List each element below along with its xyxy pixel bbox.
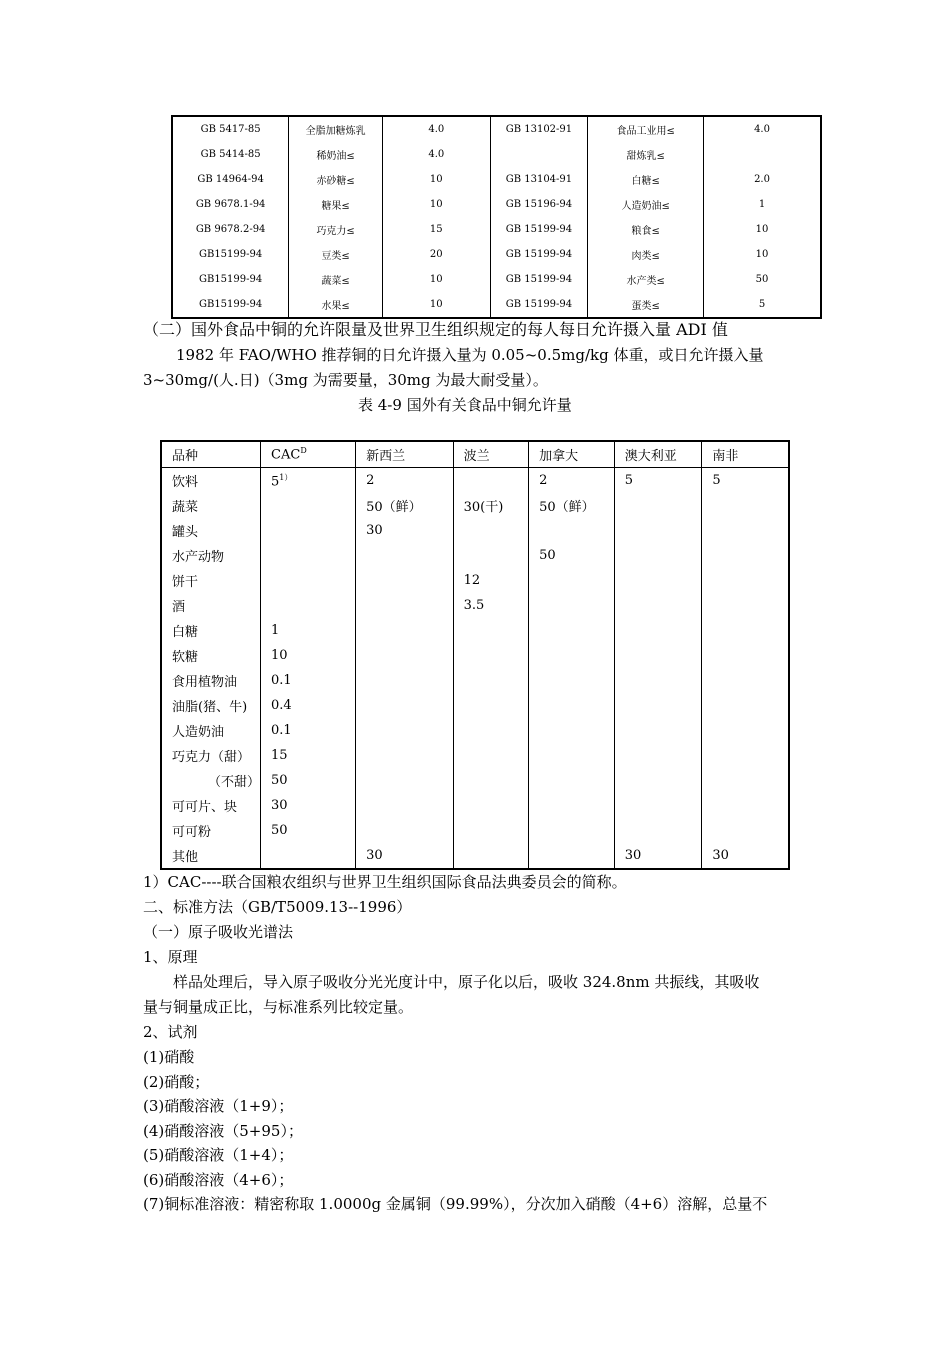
header-canada: 加拿大 — [529, 441, 615, 468]
table-cell — [261, 543, 356, 568]
table-cell — [702, 518, 789, 543]
table-cell — [356, 768, 453, 793]
table-cell — [529, 568, 615, 593]
table-cell: 蔬菜 — [161, 493, 261, 518]
header-south-africa: 南非 — [702, 441, 789, 468]
table-row — [161, 843, 789, 869]
reagent-item: (2)硝酸； — [143, 1072, 210, 1091]
table-cell: GB15199-94 — [172, 292, 289, 318]
table-cell: 10 — [383, 267, 490, 292]
table-cell: GB 15196-94 — [490, 192, 588, 217]
table-cell: GB 13104-91 — [490, 167, 588, 192]
table-cell — [702, 543, 789, 568]
reagent-item: (5)硝酸溶液（1+4）； — [143, 1146, 294, 1164]
table-cell: 2.0 — [704, 167, 821, 192]
table-row — [161, 568, 789, 593]
table-cell: 巧克力（甜） — [161, 743, 261, 768]
table-cell — [261, 518, 356, 543]
table-cell — [529, 593, 615, 618]
table-cell — [529, 793, 615, 818]
table-cell: GB 5417-85 — [172, 116, 289, 142]
table-cell: 0.4 — [261, 693, 356, 718]
table-cell: 水产动物 — [161, 543, 261, 568]
table-row — [172, 242, 821, 267]
table-cell — [453, 668, 529, 693]
table-cell: 水产类≤ — [588, 267, 704, 292]
table-row — [161, 643, 789, 668]
table-cell: 肉类≤ — [588, 242, 704, 267]
table-cell: 甜炼乳≤ — [588, 142, 704, 167]
table-row — [161, 493, 789, 518]
table-cell — [529, 818, 615, 843]
table-cell: GB15199-94 — [172, 242, 289, 267]
table-row — [161, 743, 789, 768]
table-cell: 5 — [704, 292, 821, 318]
table-cell — [356, 568, 453, 593]
table-cell: 可可粉 — [161, 818, 261, 843]
table-cell — [356, 593, 453, 618]
table-cell: 4.0 — [383, 142, 490, 167]
table-cell — [356, 618, 453, 643]
table-cell: 赤砂糖≤ — [289, 167, 383, 192]
table-cell — [702, 668, 789, 693]
table-cell: 50 — [704, 267, 821, 292]
table-cell: 水果≤ — [289, 292, 383, 318]
table-cell — [261, 843, 356, 869]
header-food-type: 品种 — [161, 441, 261, 468]
table-cell: 1 — [704, 192, 821, 217]
table-cell — [702, 793, 789, 818]
table-cell: GB 15199-94 — [490, 292, 588, 318]
table-cell — [614, 768, 702, 793]
principle-line-2: 量与铜量成正比，与标准系列比较定量。 — [143, 998, 414, 1016]
table-cell: GB 15199-94 — [490, 267, 588, 292]
table-cell — [529, 743, 615, 768]
table-cell: GB 9678.1-94 — [172, 192, 289, 217]
table-cell: 20 — [383, 242, 490, 267]
table-cell: 5 — [702, 468, 789, 494]
table-cell: 50（鲜） — [529, 493, 615, 518]
table-row — [161, 718, 789, 743]
table-cell: 30 — [614, 843, 702, 869]
copper-limit-table-foreign — [160, 440, 790, 870]
table-cell: 粮食≤ — [588, 217, 704, 242]
table-cell — [453, 468, 529, 494]
table-cell — [529, 518, 615, 543]
principle-line-1: 样品处理后，导入原子吸收分光光度计中，原子化以后，吸收 324.8nm 共振线，其吸收 — [173, 973, 760, 991]
table-cell — [614, 818, 702, 843]
table-cell — [453, 718, 529, 743]
table-cell: 其他 — [161, 843, 261, 869]
paragraph-adi-line-1: 1982 年 FAO/WHO 推荐铜的日允许摄入量为 0.05~0.5mg/kg 体重，或日允许摄入量 — [176, 346, 764, 364]
table-cell — [453, 843, 529, 869]
table-cell: 4.0 — [383, 116, 490, 142]
table-cell: GB 15199-94 — [490, 242, 588, 267]
table-cell — [702, 618, 789, 643]
table-cell: 1 — [261, 618, 356, 643]
table-cell — [356, 543, 453, 568]
table-cell: 30 — [261, 793, 356, 818]
table-cell: 蛋类≤ — [588, 292, 704, 318]
table-cell — [614, 643, 702, 668]
table-cell — [453, 793, 529, 818]
table-cell: GB 5414-85 — [172, 142, 289, 167]
table-caption: 表 4-9 国外有关食品中铜允许量 — [358, 396, 572, 414]
table-cell: GB 15199-94 — [490, 217, 588, 242]
table-row — [161, 543, 789, 568]
table-row — [172, 217, 821, 242]
table-row — [172, 267, 821, 292]
table-cell — [614, 718, 702, 743]
table-cell: 50 — [261, 768, 356, 793]
table-cell: 10 — [383, 192, 490, 217]
table-cell — [490, 142, 588, 167]
table-cell: 全脂加糖炼乳 — [289, 116, 383, 142]
table-cell — [614, 618, 702, 643]
table-cell: 蔬菜≤ — [289, 267, 383, 292]
table-row — [172, 292, 821, 318]
table-cell — [704, 142, 821, 167]
table-cell: 12 — [453, 568, 529, 593]
table-cell — [702, 768, 789, 793]
subsection-heading-aas: （一）原子吸收光谱法 — [143, 923, 294, 941]
table-cell: 稀奶油≤ — [289, 142, 383, 167]
table-cell — [702, 493, 789, 518]
table-cell — [453, 693, 529, 718]
header-poland: 波兰 — [453, 441, 529, 468]
table-cell: 3.5 — [453, 593, 529, 618]
table-cell: 软糖 — [161, 643, 261, 668]
table-cell — [261, 593, 356, 618]
table-cell — [702, 593, 789, 618]
table-cell: 白糖 — [161, 618, 261, 643]
table-cell: 白糖≤ — [588, 167, 704, 192]
header-australia: 澳大利亚 — [614, 441, 702, 468]
table-row — [172, 142, 821, 167]
table-cell — [453, 543, 529, 568]
table-cell — [529, 618, 615, 643]
table-cell: 食用植物油 — [161, 668, 261, 693]
table-cell — [702, 643, 789, 668]
heading-reagents: 2、试剂 — [143, 1023, 198, 1041]
table-row — [161, 693, 789, 718]
table-cell — [702, 693, 789, 718]
table-cell: （不甜） — [161, 768, 261, 793]
table-cell — [614, 518, 702, 543]
header-cac: $CAC^D$ — [261, 441, 356, 468]
table-cell — [614, 593, 702, 618]
table-cell: GB 13102-91 — [490, 116, 588, 142]
table-cell: $5^{1)}$ — [261, 468, 356, 494]
table-cell — [356, 693, 453, 718]
table-cell: 食品工业用≤ — [588, 116, 704, 142]
table-cell: 2 — [356, 468, 453, 494]
table-cell — [529, 643, 615, 668]
table-row — [172, 116, 821, 142]
table-cell — [453, 743, 529, 768]
table-cell — [356, 793, 453, 818]
table-cell: 5 — [614, 468, 702, 494]
footnote-cac: 1）CAC----联合国粮农组织与世界卫生组织国际食品法典委员会的简称。 — [143, 873, 627, 891]
reagent-item: (4)硝酸溶液（5+95）； — [143, 1121, 303, 1140]
table-cell: 2 — [529, 468, 615, 494]
table-cell: GB15199-94 — [172, 267, 289, 292]
table-cell: 10 — [383, 292, 490, 318]
table-cell: 15 — [261, 743, 356, 768]
table-cell — [453, 768, 529, 793]
table-row — [161, 793, 789, 818]
table-cell — [261, 568, 356, 593]
table-cell: 可可片、块 — [161, 793, 261, 818]
table-cell: 人造奶油≤ — [588, 192, 704, 217]
table-cell: 饼干 — [161, 568, 261, 593]
table-cell: 30 — [356, 518, 453, 543]
table-row — [161, 618, 789, 643]
table-cell — [529, 693, 615, 718]
table-row — [161, 768, 789, 793]
table-cell — [356, 643, 453, 668]
table-cell — [529, 768, 615, 793]
table-row — [161, 468, 789, 494]
table-cell — [614, 743, 702, 768]
table-cell: 饮料 — [161, 468, 261, 494]
table-cell — [356, 718, 453, 743]
table-row — [161, 668, 789, 693]
table-cell — [702, 568, 789, 593]
header-new-zealand: 新西兰 — [356, 441, 453, 468]
table-cell — [356, 668, 453, 693]
reagent-item: (3)硝酸溶液（1+9）； — [143, 1097, 294, 1115]
section-heading-standard-method: 二、标准方法（GB/T5009.13--1996） — [143, 898, 412, 916]
table-row — [172, 167, 821, 192]
table-cell: 10 — [704, 242, 821, 267]
table-cell: GB 14964-94 — [172, 167, 289, 192]
table-cell: 0.1 — [261, 718, 356, 743]
table-cell: 0.1 — [261, 668, 356, 693]
table-cell: 人造奶油 — [161, 718, 261, 743]
table-cell — [356, 743, 453, 768]
table-row — [161, 593, 789, 618]
table-cell — [529, 843, 615, 869]
table-cell: 50（鲜） — [356, 493, 453, 518]
table-cell — [614, 568, 702, 593]
table-cell: 豆类≤ — [289, 242, 383, 267]
table-cell — [453, 518, 529, 543]
table-row — [172, 192, 821, 217]
table-cell: 10 — [383, 167, 490, 192]
table-cell: 10 — [704, 217, 821, 242]
heading-principle: 1、原理 — [143, 948, 198, 966]
table-cell — [614, 668, 702, 693]
table-cell — [614, 543, 702, 568]
table-cell — [614, 493, 702, 518]
table-cell — [453, 818, 529, 843]
table-cell — [702, 718, 789, 743]
table-cell — [702, 743, 789, 768]
table-cell: 50 — [261, 818, 356, 843]
table-cell — [453, 618, 529, 643]
table-row — [161, 518, 789, 543]
table-cell: 10 — [261, 643, 356, 668]
table-header-row — [161, 441, 789, 468]
table-row — [161, 818, 789, 843]
table-cell — [529, 668, 615, 693]
reagent-item: (1)硝酸 — [143, 1048, 195, 1066]
section-heading-foreign-limits: （二）国外食品中铜的允许限量及世界卫生组织规定的每人每日允许摄入量 ADI 值 — [143, 320, 728, 339]
table-cell: 30 — [356, 843, 453, 869]
table-cell: 巧克力≤ — [289, 217, 383, 242]
table-cell: 罐头 — [161, 518, 261, 543]
table-cell: 30 — [702, 843, 789, 869]
table-cell: 油脂(猪、牛) — [161, 693, 261, 718]
table-cell: GB 9678.2-94 — [172, 217, 289, 242]
table-cell — [614, 693, 702, 718]
reagent-item: (6)硝酸溶液（4+6）； — [143, 1170, 294, 1189]
table-cell — [702, 818, 789, 843]
table-cell: 4.0 — [704, 116, 821, 142]
copper-limit-table-domestic — [171, 115, 822, 319]
table-cell — [356, 818, 453, 843]
table-cell — [529, 718, 615, 743]
table-cell — [614, 793, 702, 818]
table-cell: 30(干) — [453, 493, 529, 518]
table-cell: 酒 — [161, 593, 261, 618]
table-cell — [453, 643, 529, 668]
table-cell: 糖果≤ — [289, 192, 383, 217]
table-cell — [261, 493, 356, 518]
paragraph-adi-line-2: 3~30mg/(人.日)（3mg 为需要量，30mg 为最大耐受量）。 — [143, 371, 548, 389]
table-cell: 50 — [529, 543, 615, 568]
table-cell: 15 — [383, 217, 490, 242]
reagent-item: (7)铜标准溶液：精密称取 1.0000g 金属铜（99.99%），分次加入硝酸（4+6）溶解，总量不 — [143, 1195, 768, 1213]
